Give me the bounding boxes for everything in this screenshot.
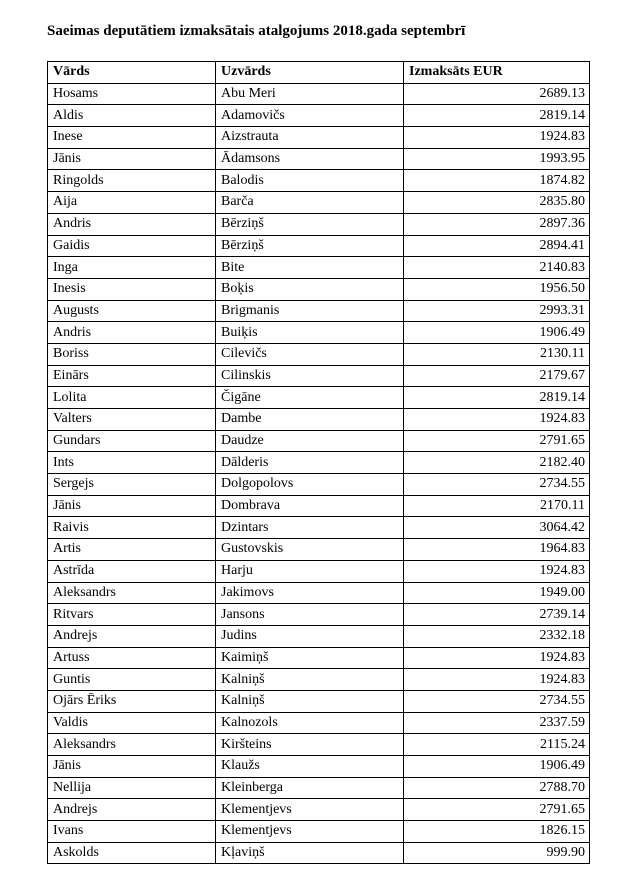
- table-row: [48, 300, 590, 322]
- cell-last-name: Klementjevs: [216, 799, 404, 821]
- table-row: [48, 712, 590, 734]
- cell-last-name: Adamovičs: [216, 105, 404, 127]
- cell-first-name: Ivans: [48, 821, 216, 843]
- cell-last-name: Abu Meri: [216, 83, 404, 105]
- cell-first-name: Andris: [48, 213, 216, 235]
- table-row: [48, 647, 590, 669]
- cell-amount: 2897.36: [404, 213, 590, 235]
- table-row: [48, 452, 590, 474]
- table-row: [48, 474, 590, 496]
- cell-first-name: Artis: [48, 539, 216, 561]
- table-row: [48, 148, 590, 170]
- cell-last-name: Kleinberga: [216, 777, 404, 799]
- cell-first-name: Andris: [48, 322, 216, 344]
- cell-last-name: Čigāne: [216, 387, 404, 409]
- table-row: [48, 192, 590, 214]
- cell-last-name: Kalnozols: [216, 712, 404, 734]
- cell-last-name: Dombrava: [216, 495, 404, 517]
- table-row: [48, 365, 590, 387]
- cell-last-name: Kļaviņš: [216, 842, 404, 864]
- table-row: [48, 257, 590, 279]
- table-row: [48, 777, 590, 799]
- cell-first-name: Astrīda: [48, 560, 216, 582]
- cell-last-name: Barča: [216, 192, 404, 214]
- cell-last-name: Gustovskis: [216, 539, 404, 561]
- cell-amount: 2689.13: [404, 83, 590, 105]
- table-row: [48, 582, 590, 604]
- table-row: [48, 387, 590, 409]
- cell-amount: 2182.40: [404, 452, 590, 474]
- header-amount: Izmaksāts EUR: [404, 62, 590, 84]
- cell-first-name: Aldis: [48, 105, 216, 127]
- table-row: [48, 170, 590, 192]
- cell-amount: 2739.14: [404, 604, 590, 626]
- table-row: [48, 690, 590, 712]
- cell-last-name: Jakimovs: [216, 582, 404, 604]
- cell-first-name: Aleksandrs: [48, 734, 216, 756]
- cell-amount: 2170.11: [404, 495, 590, 517]
- cell-amount: 2179.67: [404, 365, 590, 387]
- cell-last-name: Judins: [216, 625, 404, 647]
- table-header-row: [48, 62, 590, 84]
- cell-last-name: Bite: [216, 257, 404, 279]
- cell-last-name: Balodis: [216, 170, 404, 192]
- table-row: [48, 604, 590, 626]
- document-title: Saeimas deputātiem izmaksātais atalgojums 2018.gada septembrī: [47, 23, 466, 39]
- cell-amount: 2788.70: [404, 777, 590, 799]
- cell-last-name: Brigmanis: [216, 300, 404, 322]
- cell-amount: 1924.83: [404, 669, 590, 691]
- cell-amount: 999.90: [404, 842, 590, 864]
- cell-first-name: Hosams: [48, 83, 216, 105]
- cell-amount: 2835.80: [404, 192, 590, 214]
- table-row: [48, 669, 590, 691]
- table-row: [48, 842, 590, 864]
- cell-amount: 2894.41: [404, 235, 590, 257]
- table-row: [48, 105, 590, 127]
- cell-amount: 2130.11: [404, 343, 590, 365]
- header-first-name: Vārds: [48, 62, 216, 84]
- cell-amount: 2993.31: [404, 300, 590, 322]
- cell-amount: 2734.55: [404, 690, 590, 712]
- table-row: [48, 235, 590, 257]
- cell-first-name: Nellija: [48, 777, 216, 799]
- cell-last-name: Kaimiņš: [216, 647, 404, 669]
- cell-first-name: Artuss: [48, 647, 216, 669]
- cell-first-name: Sergejs: [48, 474, 216, 496]
- cell-last-name: Daudze: [216, 430, 404, 452]
- cell-first-name: Lolita: [48, 387, 216, 409]
- cell-last-name: Buiķis: [216, 322, 404, 344]
- cell-amount: 1906.49: [404, 756, 590, 778]
- cell-last-name: Jansons: [216, 604, 404, 626]
- cell-amount: 3064.42: [404, 517, 590, 539]
- cell-amount: 1826.15: [404, 821, 590, 843]
- cell-first-name: Ringolds: [48, 170, 216, 192]
- cell-amount: 2337.59: [404, 712, 590, 734]
- cell-first-name: Aleksandrs: [48, 582, 216, 604]
- table-body: [48, 83, 590, 864]
- cell-amount: 1964.83: [404, 539, 590, 561]
- table-row: [48, 495, 590, 517]
- cell-amount: 1949.00: [404, 582, 590, 604]
- cell-amount: 1924.83: [404, 560, 590, 582]
- cell-amount: 2140.83: [404, 257, 590, 279]
- cell-amount: 2819.14: [404, 105, 590, 127]
- cell-first-name: Andrejs: [48, 799, 216, 821]
- cell-amount: 2734.55: [404, 474, 590, 496]
- table-row: [48, 799, 590, 821]
- header-last-name: Uzvārds: [216, 62, 404, 84]
- cell-last-name: Dālderis: [216, 452, 404, 474]
- table-row: [48, 430, 590, 452]
- cell-first-name: Boriss: [48, 343, 216, 365]
- table-row: [48, 821, 590, 843]
- salary-table: [47, 61, 590, 864]
- cell-last-name: Dzintars: [216, 517, 404, 539]
- table-row: [48, 756, 590, 778]
- cell-last-name: Harju: [216, 560, 404, 582]
- cell-amount: 2819.14: [404, 387, 590, 409]
- cell-amount: 1906.49: [404, 322, 590, 344]
- table-row: [48, 127, 590, 149]
- cell-amount: 1874.82: [404, 170, 590, 192]
- cell-amount: 1956.50: [404, 278, 590, 300]
- cell-first-name: Valdis: [48, 712, 216, 734]
- cell-amount: 1924.83: [404, 409, 590, 431]
- cell-first-name: Jānis: [48, 756, 216, 778]
- cell-amount: 1924.83: [404, 647, 590, 669]
- cell-first-name: Inga: [48, 257, 216, 279]
- cell-first-name: Gundars: [48, 430, 216, 452]
- cell-first-name: Aija: [48, 192, 216, 214]
- cell-last-name: Bērziņš: [216, 235, 404, 257]
- cell-last-name: Kalniņš: [216, 669, 404, 691]
- cell-first-name: Jānis: [48, 495, 216, 517]
- cell-last-name: Klementjevs: [216, 821, 404, 843]
- cell-first-name: Ritvars: [48, 604, 216, 626]
- cell-first-name: Guntis: [48, 669, 216, 691]
- cell-first-name: Inesis: [48, 278, 216, 300]
- cell-amount: 1993.95: [404, 148, 590, 170]
- cell-first-name: Raivis: [48, 517, 216, 539]
- cell-first-name: Inese: [48, 127, 216, 149]
- cell-last-name: Kalniņš: [216, 690, 404, 712]
- table-row: [48, 278, 590, 300]
- table-row: [48, 560, 590, 582]
- cell-last-name: Kiršteins: [216, 734, 404, 756]
- cell-first-name: Einārs: [48, 365, 216, 387]
- table-row: [48, 517, 590, 539]
- cell-first-name: Gaidis: [48, 235, 216, 257]
- cell-amount: 2791.65: [404, 799, 590, 821]
- cell-last-name: Cilinskis: [216, 365, 404, 387]
- table-row: [48, 343, 590, 365]
- table-row: [48, 734, 590, 756]
- cell-amount: 2332.18: [404, 625, 590, 647]
- table-row: [48, 625, 590, 647]
- cell-last-name: Dolgopolovs: [216, 474, 404, 496]
- cell-first-name: Ojārs Ēriks: [48, 690, 216, 712]
- cell-first-name: Andrejs: [48, 625, 216, 647]
- cell-last-name: Cilevičs: [216, 343, 404, 365]
- table-row: [48, 409, 590, 431]
- cell-last-name: Dambe: [216, 409, 404, 431]
- cell-first-name: Askolds: [48, 842, 216, 864]
- cell-first-name: Jānis: [48, 148, 216, 170]
- cell-last-name: Aizstrauta: [216, 127, 404, 149]
- cell-first-name: Augusts: [48, 300, 216, 322]
- cell-first-name: Valters: [48, 409, 216, 431]
- table-row: [48, 539, 590, 561]
- cell-amount: 2115.24: [404, 734, 590, 756]
- cell-last-name: Bērziņš: [216, 213, 404, 235]
- table-row: [48, 322, 590, 344]
- cell-amount: 2791.65: [404, 430, 590, 452]
- cell-last-name: Ādamsons: [216, 148, 404, 170]
- cell-last-name: Klaužs: [216, 756, 404, 778]
- cell-last-name: Boķis: [216, 278, 404, 300]
- cell-first-name: Ints: [48, 452, 216, 474]
- table-row: [48, 213, 590, 235]
- cell-amount: 1924.83: [404, 127, 590, 149]
- table-row: [48, 83, 590, 105]
